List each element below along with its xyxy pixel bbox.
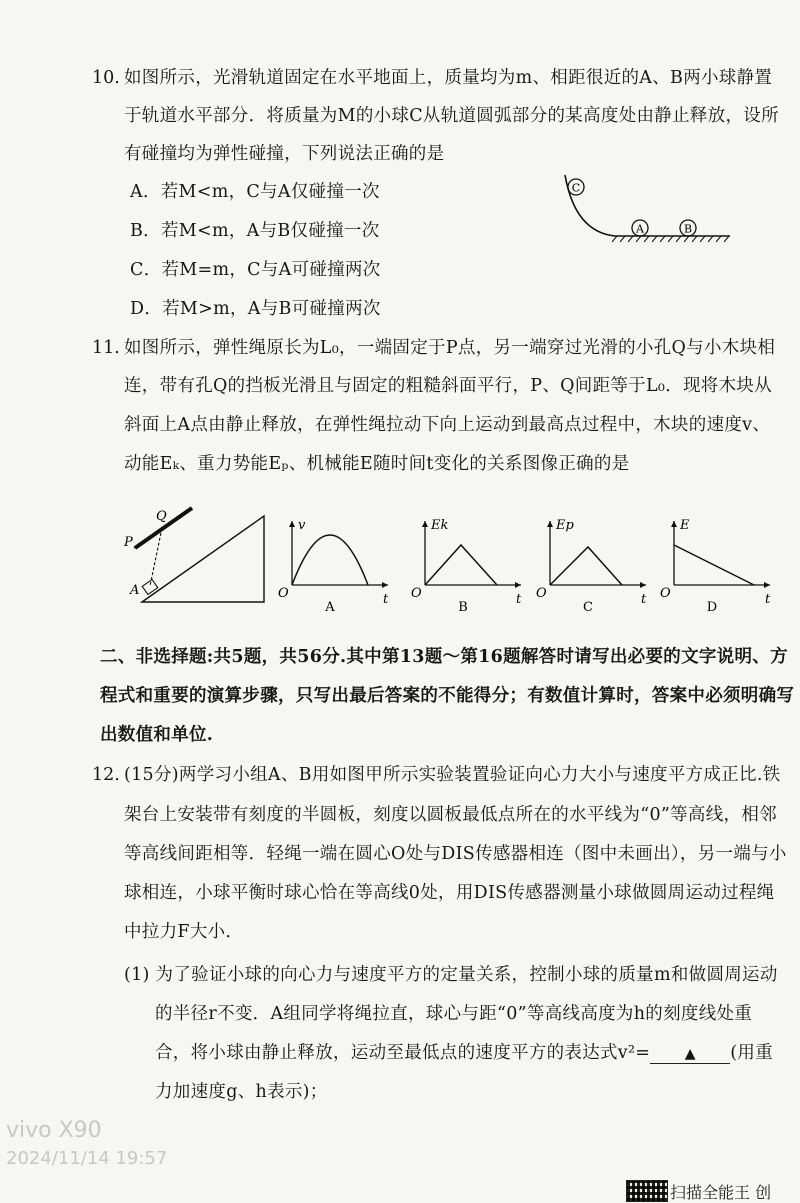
graph-a [278, 515, 396, 615]
qr-code-icon [626, 1180, 668, 1202]
graph-b-origin: O [411, 586, 422, 601]
q11-text-line1: 如图所示，弹性绳原长为L₀，一端固定于P点，另一端穿过光滑的小孔Q与小木块相 [124, 338, 776, 358]
q12-text-line4: 球相连，小球平衡时球心恰在等高线0处，用DIS传感器测量小球做圆周运动过程绳 [124, 883, 775, 903]
graph-d [660, 515, 778, 615]
graph-a-x-arrow [382, 582, 388, 588]
q10-option-c: C．若M=m，C与A可碰撞两次 [130, 260, 381, 280]
q12-text-line2: 架台上安装带有刻度的半圆板，刻度以圆板最低点所在的水平线为“0”等高线，相邻 [124, 805, 777, 825]
graph-b [411, 515, 529, 615]
graph-b-caption: B [458, 600, 468, 615]
camera-watermark-model: vivo X90 [6, 1118, 102, 1143]
graph-d-ylabel: E [680, 518, 690, 533]
q11-text-line2: 连，带有孔Q的挡板光滑且与固定的粗糙斜面平行，P、Q间距等于L₀．现将木块从 [124, 376, 773, 396]
q10-text-line1: 如图所示，光滑轨道固定在水平地面上，质量均为m、相距很近的A、B两小球静置 [124, 68, 773, 88]
graph-c-xlabel: t [641, 592, 647, 607]
q10-track-figure [555, 170, 735, 250]
graph-a-caption: A [325, 600, 335, 615]
label-p: P [124, 535, 133, 550]
graph-d-curve [674, 545, 754, 585]
graph-b-y-arrow [422, 521, 428, 527]
graph-d-caption: D [706, 600, 718, 615]
graph-a-curve [292, 535, 368, 585]
ball-a-label: A [636, 222, 644, 236]
ground-hatch [612, 236, 729, 242]
graph-a-y-arrow [289, 521, 295, 527]
graph-d-x-arrow [764, 582, 770, 588]
graph-a-origin: O [278, 586, 289, 601]
q11-text-line4: 动能Eₖ、重力势能Eₚ、机械能E随时间t变化的关系图像正确的是 [124, 454, 630, 474]
graph-b-ylabel: Ek [431, 518, 449, 533]
graph-b-curve [425, 545, 497, 585]
graph-c-x-arrow [640, 582, 646, 588]
q12-part1-line3 [155, 1041, 773, 1065]
camera-watermark-date: 2024/11/14 19:57 [6, 1148, 168, 1169]
scanner-app-text: 扫描全能王 创 [670, 1183, 772, 1202]
ball-b-label: B [683, 222, 693, 236]
answer-blank[interactable] [650, 1045, 730, 1064]
ball-c-label: C [571, 181, 581, 195]
graph-a-ylabel: v [298, 518, 306, 533]
q10-text-line3: 有碰撞均为弹性碰撞，下列说法正确的是 [124, 144, 445, 164]
section2-line3: 出数值和单位. [100, 725, 214, 745]
graph-c-y-arrow [547, 521, 553, 527]
q10-option-d: D．若M>m，A与B可碰撞两次 [130, 299, 381, 319]
q12-part1-line4: 力加速度g、h表示)； [155, 1082, 328, 1102]
graph-c-curve [550, 547, 622, 585]
q12-part1-line3-tail: (用重 [730, 1043, 773, 1063]
q11-incline-figure [118, 500, 278, 610]
q10-text-line2: 于轨道水平部分．将质量为M的小球C从轨道圆弧部分的某高度处由静止释放，设所 [124, 106, 779, 126]
section2-line1: 二、非选择题:共5题，共56分.其中第13题～第16题解答时请写出必要的文字说明、方 [100, 647, 788, 667]
graph-c-origin: O [536, 586, 547, 601]
graph-d-origin: O [660, 586, 671, 601]
q10-option-b: B．若M<m，A与B仅碰撞一次 [130, 221, 380, 241]
graph-a-xlabel: t [383, 592, 389, 607]
rope-pq [134, 528, 162, 548]
graph-b-xlabel: t [516, 592, 522, 607]
q12-text-line5: 中拉力F大小． [124, 922, 244, 942]
q12-number: 12. [92, 765, 120, 785]
section2-line2: 程式和重要的演算步骤，只写出最后答案的不能得分；有数值计算时，答案中必须明确写 [100, 686, 795, 706]
graph-c-caption: C [583, 600, 593, 615]
q11-text-line3: 斜面上A点由静止释放，在弹性绳拉动下向上运动到最高点过程中，木块的速度v、 [124, 415, 771, 435]
q12-part1-line1: (1) 为了验证小球的向心力与速度平方的定量关系，控制小球的质量m和做圆周运动 [124, 965, 778, 985]
q10-number: 10. [92, 68, 120, 88]
label-a: A [130, 583, 140, 598]
graph-c [536, 515, 654, 615]
label-q: Q [156, 509, 167, 524]
q12-text-line3: 等高线间距相等．轻绳一端在圆心O处与DIS传感器相连（图中未画出），另一端与小 [124, 844, 787, 864]
blank-marker: ▲ [684, 1046, 696, 1062]
q12-part1-line3-text: 合，将小球由静止释放，运动至最低点的速度平方的表达式v²= [155, 1043, 651, 1063]
graph-b-x-arrow [515, 582, 521, 588]
q12-text-line1: (15分)两学习小组A、B用如图甲所示实验装置验证向心力大小与速度平方成正比.铁 [124, 765, 781, 785]
graph-c-ylabel: Ep [556, 518, 574, 533]
graph-d-xlabel: t [765, 592, 771, 607]
q12-part1-line2: 的半径r不变．A组同学将绳拉直，球心与距“0”等高线高度为h的刻度线处重 [155, 1004, 753, 1024]
graph-d-y-arrow [671, 521, 677, 527]
q10-option-a: A．若M<m，C与A仅碰撞一次 [130, 182, 380, 202]
q11-number: 11. [92, 338, 120, 358]
